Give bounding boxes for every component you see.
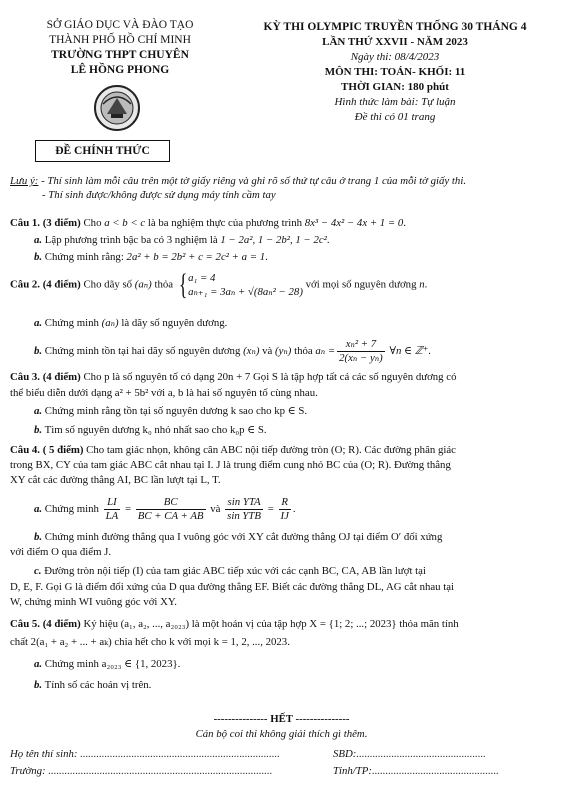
q2-b-num: xₙ² + 7: [337, 338, 385, 352]
q4-c-line-2: D, E, F. Gọi G là điểm đối xứng của D qua đường thẳng EF. Biết các đường thẳng DL, AG cắt nhau tại: [10, 581, 455, 593]
q5-label: Câu 5. (4 điểm): [10, 618, 81, 630]
org-line-2: THÀNH PHỐ HỒ CHÍ MINH: [49, 34, 191, 46]
q1-a-text: Lập phương trình bậc ba có 3 nghiệm là: [42, 234, 221, 246]
q2-stem: [10, 268, 428, 301]
q1-a-math: 1 − 2a², 1 − 2b², 1 − 2c²: [220, 234, 327, 246]
q3-b-text: Tìm số nguyên dương k₀ nhỏ nhất sao cho k₀p ∈ S.: [42, 424, 267, 436]
q4-f3-num: sin YTA: [225, 496, 263, 510]
q2-b-den: 2(xₙ − yₙ): [339, 352, 383, 364]
q3-stem-1: [10, 370, 456, 384]
q4-part-b-1: [34, 530, 442, 544]
q2-b-lhs: aₙ =: [315, 344, 336, 357]
q5-a-label: a.: [34, 658, 43, 670]
q1-a-end: .: [326, 234, 330, 246]
q4-part-a: [34, 496, 296, 523]
end-marker: --------------- HẾT ---------------: [213, 713, 350, 725]
q4-f4-den: IJ: [280, 510, 289, 522]
q4-stem-1: [10, 443, 456, 457]
q5-b-label: b.: [34, 679, 43, 691]
province-row: [333, 764, 499, 778]
q4-frac-4: [279, 496, 291, 523]
q2-b-m1: (xₙ): [243, 344, 260, 357]
candidate-name-field[interactable]: ..........................................................................: [80, 748, 280, 760]
sbd-label: SBD:: [333, 748, 357, 760]
province-field[interactable]: ...............................................: [372, 765, 499, 777]
q1-t1: Cho: [80, 217, 105, 229]
province-label: Tỉnh/TP:: [333, 765, 372, 777]
q2-a-end: là dãy số nguyên dương.: [118, 317, 228, 329]
q1-m2: 8x³ − 4x² − 4x + 1 = 0: [304, 217, 404, 229]
brace-icon: {: [178, 268, 188, 301]
q2-t3: với mọi số nguyên dương: [302, 278, 420, 291]
school-logo-icon: [93, 84, 141, 132]
q4-b-label: b.: [34, 531, 43, 543]
q3-line-1: Cho p là số nguyên tố có dạng 20n + 7 Gọi S là tập hợp tất cả các số nguyên dương có: [80, 371, 457, 383]
q2-a-math: (aₙ): [101, 317, 119, 329]
exam-format: Hình thức làm bài: Tự luận: [334, 96, 456, 108]
exam-info-block: [245, 20, 545, 125]
q4-a-text: Chứng minh: [42, 502, 102, 515]
org-line-4: LÊ HỒNG PHONG: [70, 64, 170, 76]
q4-frac-1: [104, 496, 121, 523]
q2-a-label: a.: [34, 317, 43, 329]
note-line-1: [10, 174, 466, 188]
q5-a-text: Chứng minh a₂₀₂₃ ∈ {1, 2023}.: [42, 658, 181, 670]
q2-t1: Cho dãy số: [80, 278, 135, 291]
q4-a-label: a.: [34, 502, 43, 515]
q4-f2-den: BC + CA + AB: [137, 510, 204, 522]
q1-label: Câu 1. (3 điểm): [10, 217, 81, 229]
q1-stem: [10, 216, 406, 230]
q4-line-2: trong BX, CY của tam giác ABC cắt nhau tại I. J là trung điểm cung nhỏ BC của (O; R). Đường thẳng: [10, 459, 451, 471]
q4-b-line-2: với điểm O qua điểm J.: [10, 546, 112, 558]
q2-b-text: Chứng minh tồn tại hai dãy số nguyên dương: [42, 344, 244, 357]
q3-part-b: [34, 423, 267, 437]
exam-duration: THỜI GIAN: 180 phút: [341, 81, 449, 93]
exam-title: KỲ THI OLYMPIC TRUYỀN THỐNG 30 THÁNG 4: [263, 21, 527, 33]
q3-a-label: a.: [34, 405, 43, 417]
q1-t2: là ba nghiệm thực của phương trình: [145, 217, 305, 229]
q2-b-t3: thỏa: [291, 344, 316, 357]
q5-stem-1: [10, 617, 459, 631]
exam-subject: MÔN THI: TOÁN- KHỐI: 11: [324, 66, 466, 78]
note-label: Lưu ý:: [10, 175, 39, 187]
q2-b-tail: ∀n ∈ ℤ⁺.: [386, 344, 432, 357]
org-line-3: TRƯỜNG THPT CHUYÊN: [51, 49, 189, 61]
sbd-field[interactable]: ................................................: [356, 748, 486, 760]
org-block: [20, 18, 220, 78]
q4-line-3: XY cắt các đường thẳng AI, BC lần lượt tại L, T.: [10, 474, 221, 486]
official-badge: ĐỀ CHÍNH THỨC: [35, 140, 170, 162]
q1-b-text: Chứng minh rằng:: [42, 251, 127, 263]
candidate-name-label: Họ tên thí sinh:: [10, 748, 78, 760]
q2-b-fraction: [337, 338, 385, 365]
q3-line-2: thể biểu diễn dưới dạng a² + 5b² với a, b là hai số nguyên tố cùng nhau.: [10, 387, 318, 399]
supervisor-note: Cán bộ coi thi không giải thích gì thêm.: [195, 728, 368, 740]
note-text-1: - Thí sinh làm mỗi câu trên một tờ giấy riêng và ghi rõ số thứ tự câu ở trang 1 của mỗi tờ giấy thi.: [41, 175, 467, 187]
sbd-row: [333, 747, 486, 761]
q2-m3: n: [419, 278, 425, 291]
q4-f4-num: R: [279, 496, 291, 510]
q4-eq-2: =: [265, 502, 277, 515]
q2-b-label: b.: [34, 344, 43, 357]
org-line-1: SỞ GIÁO DỤC VÀ ĐÀO TẠO: [46, 19, 194, 31]
q2-t4: .: [424, 278, 428, 291]
q1-part-b: [34, 250, 268, 264]
q2-sys-1: a₁ = 4: [188, 272, 216, 284]
q4-f3-den: sin YTB: [227, 510, 262, 522]
q4-part-c-1: [34, 564, 426, 578]
q2-part-a: [34, 316, 227, 330]
q4-b-line-1: Chứng minh đường thẳng qua I vuông góc với XY cắt đường thẳng OJ tại điểm O′ đối xứng: [42, 531, 443, 543]
q5-b-text: Tính số các hoán vị trên.: [42, 679, 152, 691]
school-field[interactable]: ...................................................................................: [48, 765, 273, 777]
q2-label: Câu 2. (4 điểm): [10, 278, 81, 291]
q5-line-1: Ký hiệu (a₁, a₂, ..., a₂₀₂₃) là một hoán vị của tập hợp X = {1; 2; ...; 2023} thỏa mãn tính: [80, 618, 459, 630]
q2-t2: thỏa: [151, 278, 176, 291]
q1-t3: .: [403, 217, 406, 229]
q2-b-t2: và: [259, 344, 276, 357]
q2-sys-2: aₙ₊₁ = 3aₙ + √(8aₙ² − 28): [188, 286, 303, 298]
q3-b-label: b.: [34, 424, 43, 436]
q4-c-line-1: Đường tròn nội tiếp (I) của tam giác ABC tiếp xúc với các cạnh BC, CA, AB lần lượt tại: [41, 565, 426, 577]
q2-m1: (aₙ): [134, 278, 152, 291]
exam-date: Ngày thi: 08/4/2023: [350, 51, 440, 63]
q5-line-2: chất 2(a₁ + a₂ + ... + aₖ) chia hết cho k với mọi k = 1, 2, ..., 2023.: [10, 636, 290, 648]
q4-eq-1: =: [122, 502, 134, 515]
q2-a-text: Chứng minh: [42, 317, 102, 329]
note-line-2: - Thí sinh được/không được sử dụng máy tính cầm tay: [42, 189, 276, 201]
q1-b-label: b.: [34, 251, 43, 263]
q3-part-a: [34, 404, 307, 418]
exam-pages: Đề thi có 01 trang: [354, 111, 436, 123]
q4-label: Câu 4. ( 5 điểm): [10, 444, 84, 456]
school-row: [10, 764, 272, 778]
q1-a-label: a.: [34, 234, 43, 246]
q4-a-end: .: [292, 502, 296, 515]
q4-c-line-3: W, chứng minh WI vuông góc với XY.: [10, 596, 178, 608]
q2-part-b: [34, 338, 431, 365]
q1-m1: a < b < c: [104, 217, 146, 229]
q1-b-end: .: [265, 251, 268, 263]
candidate-name-row: [10, 747, 280, 761]
q4-and: và: [207, 502, 224, 515]
q2-system: [188, 271, 303, 299]
q1-b-math: 2a² + b = 2b² + c = 2c² + a = 1: [126, 251, 266, 263]
q4-f2-num: BC: [136, 496, 206, 510]
exam-edition: LẦN THỨ XXVII - NĂM 2023: [322, 36, 468, 48]
q4-line-1: Cho tam giác nhọn, không cân ABC nội tiếp đường tròn (O; R). Các đường phân giác: [83, 444, 456, 456]
q4-frac-3: [225, 496, 263, 523]
q5-part-b: [34, 678, 151, 692]
school-label: Trường:: [10, 765, 46, 777]
q2-b-m2: (yₙ): [275, 344, 292, 357]
q1-part-a: [34, 233, 330, 247]
q4-f1-num: LI: [104, 496, 121, 510]
q3-label: Câu 3. (4 điểm): [10, 371, 81, 383]
q5-part-a: [34, 657, 180, 671]
q4-c-label: c.: [34, 565, 42, 577]
q4-frac-2: [136, 496, 206, 523]
q3-a-text: Chứng minh rằng tồn tại số nguyên dương k sao cho kp ∈ S.: [42, 405, 308, 417]
q4-f1-den: LA: [105, 510, 119, 522]
